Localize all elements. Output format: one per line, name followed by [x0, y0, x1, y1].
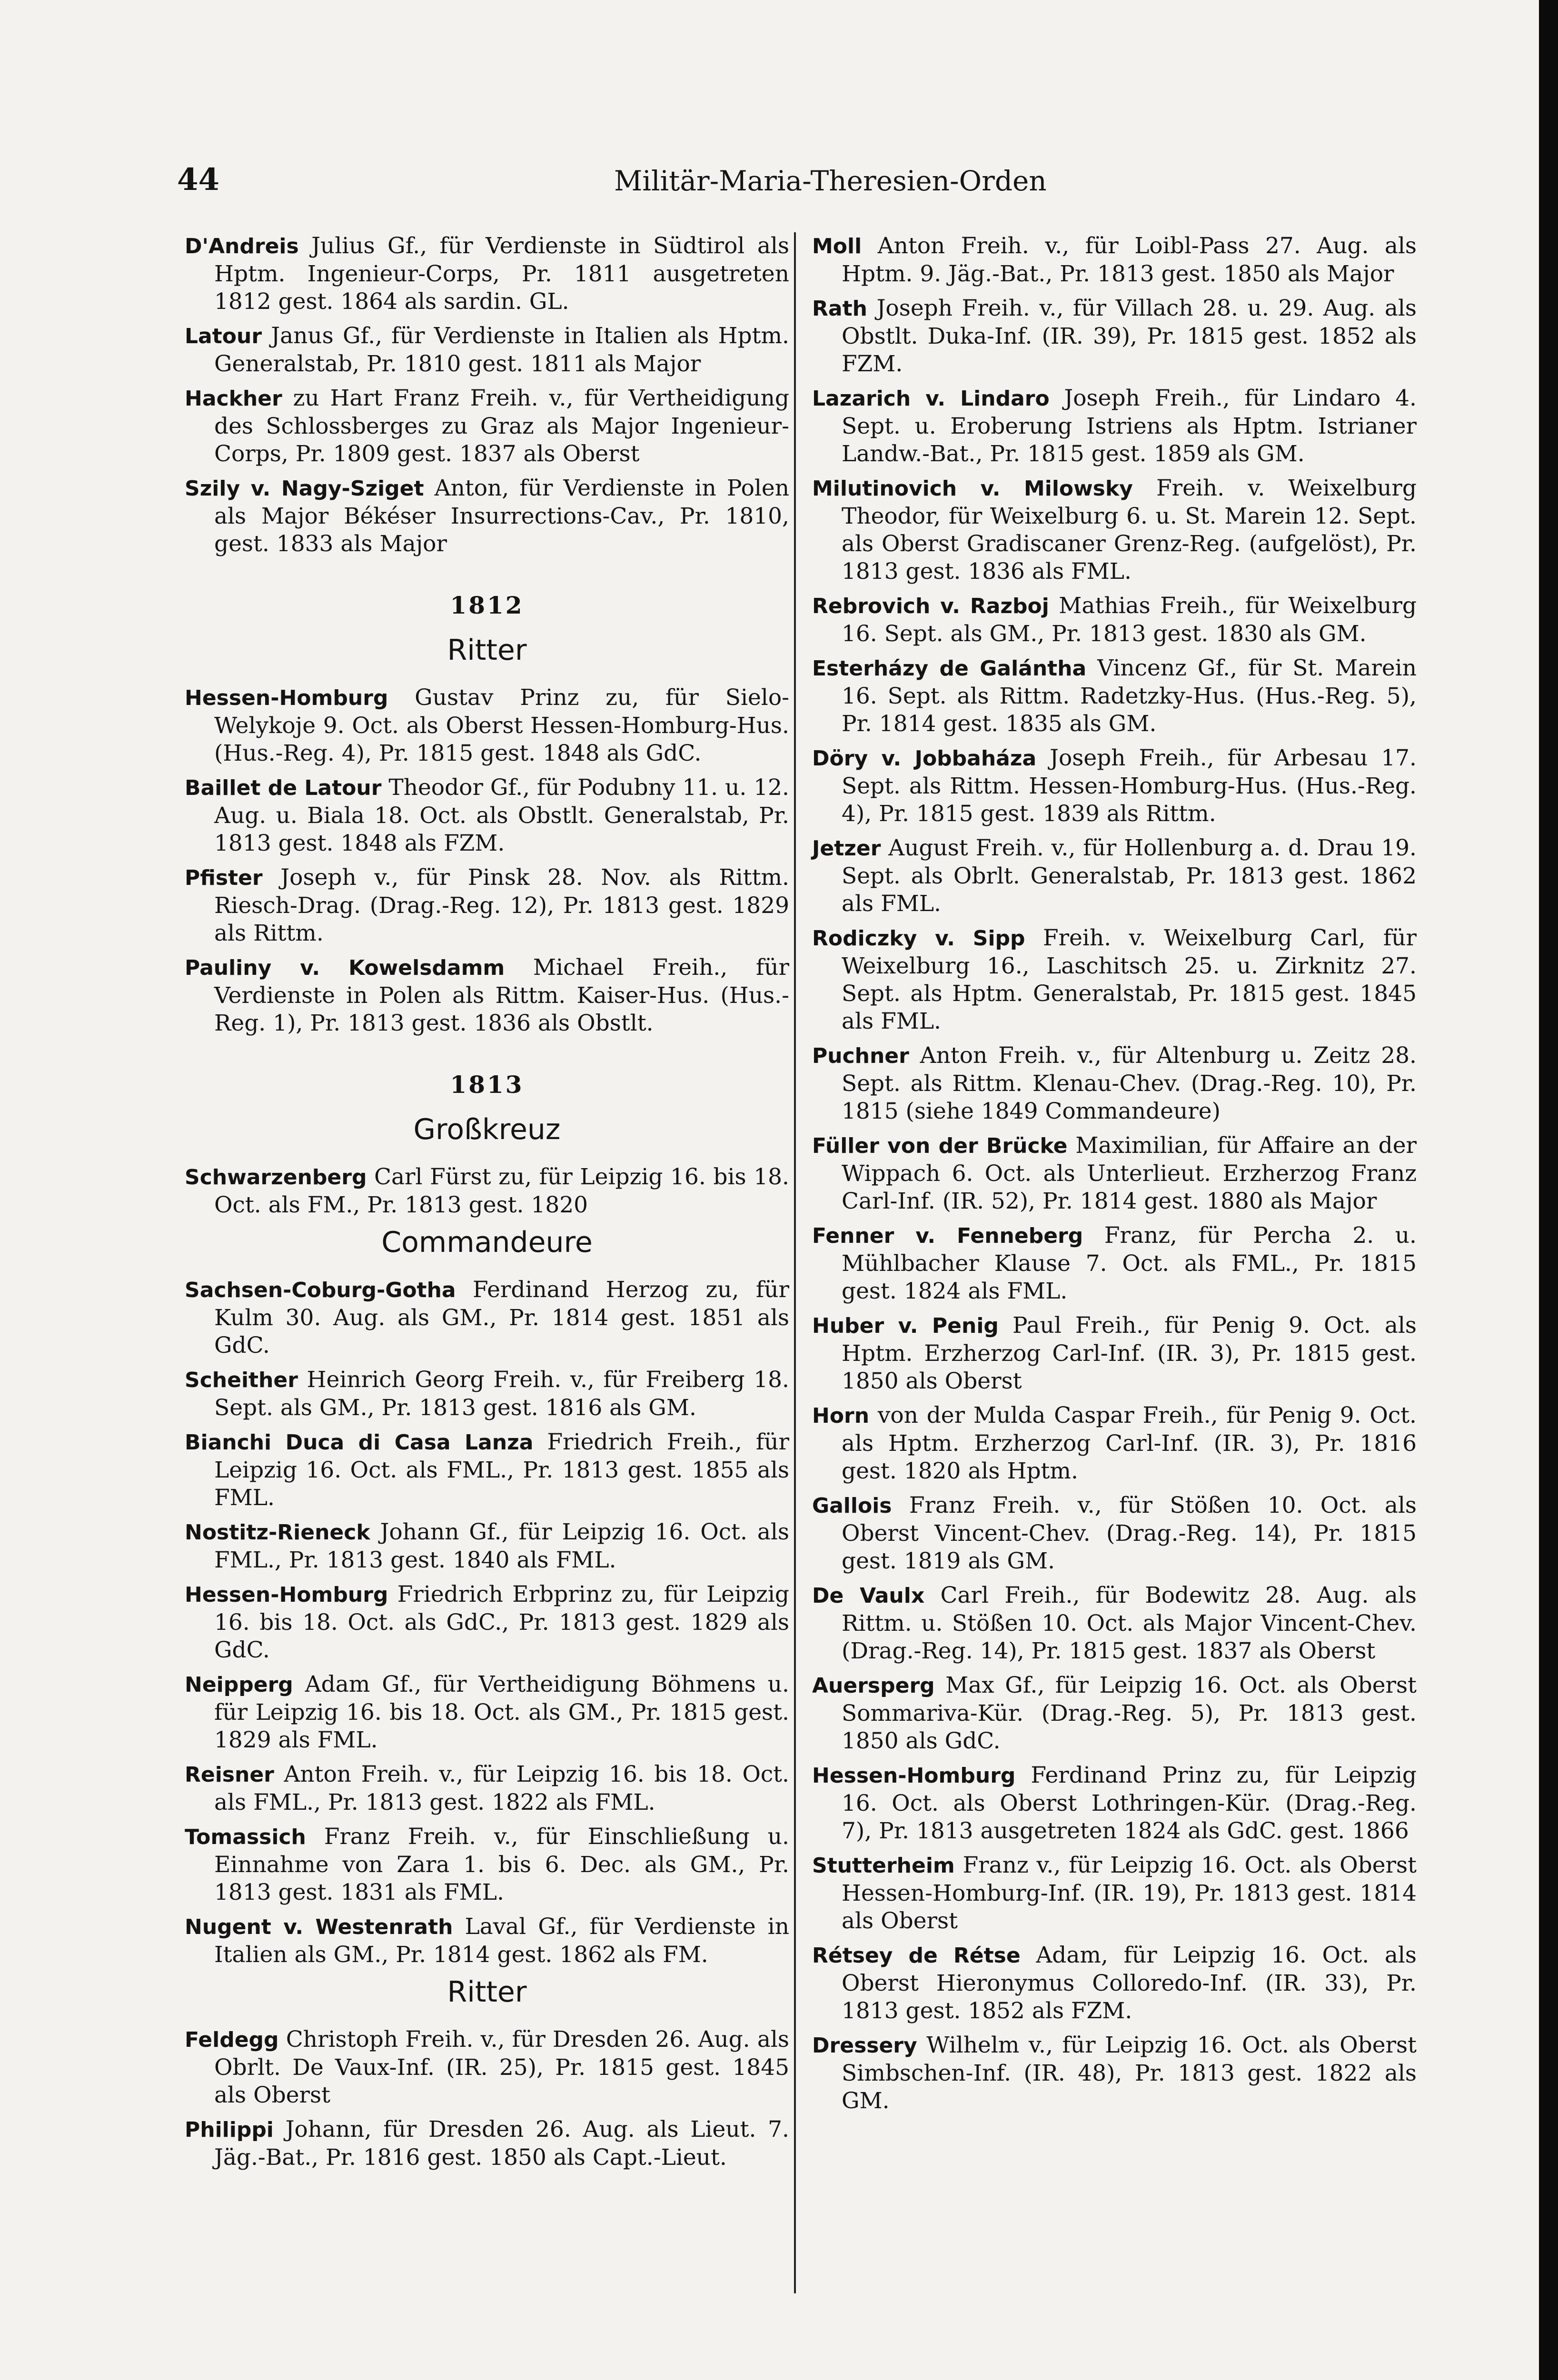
recipient-name: Tomassich — [185, 1825, 306, 1849]
entry-text: Franz Freih. v., für Einschließung u. Einnahme von Zara 1. bis 6. Dec. als GM., Pr. 1813 gest. 1831 als FML. — [214, 1824, 789, 1905]
recipient-name: Puchner — [812, 1044, 909, 1068]
order-entry — [185, 2116, 789, 2172]
entry-text: Michael Freih., für Verdienste in Polen als Rittm. Kaiser-Hus. (Hus.-Reg. 1), Pr. 1813 gest. 1836 als Obstlt. — [214, 954, 789, 1036]
recipient-name: Schwarzenberg — [185, 1165, 367, 1190]
entry-text: Joseph Freih., für Lindaro 4. Sept. u. Eroberung Istriens als Hptm. Istrianer Landw.-Bat., Pr. 1815 gest. 1859 als GM. — [842, 385, 1417, 467]
entry-text: August Freih. v., für Hollenburg a. d. Drau 19. Sept. als Obrlt. Generalstab, Pr. 1813 gest. 1862 als FML. — [842, 835, 1417, 917]
left-column — [185, 232, 789, 2178]
recipient-name: Hessen-Homburg — [185, 1583, 388, 1607]
entry-text: Julius Gf., für Verdienste in Südtirol als Hptm. Ingenieur-Corps, Pr. 1811 ausgetreten 1812 gest. 1864 als sardin. GL. — [214, 233, 789, 315]
entry-text: Janus Gf., für Verdienste in Italien als Hptm. Generalstab, Pr. 1810 gest. 1811 als Major — [214, 323, 789, 377]
recipient-name: Scheither — [185, 1368, 298, 1392]
order-entry — [812, 654, 1417, 738]
order-entry — [812, 1942, 1417, 2025]
entry-text: von der Mulda Caspar Freih., für Penig 9. Oct. als Hptm. Erzherzog Carl-Inf. (IR. 3), Pr. 1816 gest. 1820 als Hptm. — [842, 1402, 1417, 1484]
recipient-name: Neipperg — [185, 1673, 293, 1697]
entry-text: Mathias Freih., für Weixelburg 16. Sept. als GM., Pr. 1813 gest. 1830 als GM. — [842, 593, 1417, 647]
recipient-name: Rétsey de Rétse — [812, 1944, 1021, 1968]
order-entry — [185, 1518, 789, 1574]
recipient-name: Pfister — [185, 866, 263, 890]
entry-text: Joseph v., für Pinsk 28. Nov. als Rittm. Riesch-Drag. (Drag.-Reg. 12), Pr. 1813 gest. 1829 als Rittm. — [214, 864, 789, 946]
recipient-name: Szily v. Nagy-Sziget — [185, 476, 424, 501]
entry-text: Laval Gf., für Verdienste in Italien als GM., Pr. 1814 gest. 1862 als FM. — [214, 1914, 789, 1968]
entry-text: Max Gf., für Leipzig 16. Oct. als Oberst Sommariva-Kür. (Drag.-Reg. 5), Pr. 1813 gest. 1850 als GdC. — [842, 1672, 1417, 1754]
recipient-name: Füller von der Brücke — [812, 1134, 1068, 1158]
order-entry — [812, 2032, 1417, 2115]
order-entry — [812, 924, 1417, 1035]
right-column — [812, 232, 1417, 2122]
entry-text: Gustav Prinz zu, für Sielo-Welykoje 9. Oct. als Oberst Hessen-Homburg-Hus. (Hus.-Reg. 4), Pr. 1815 gest. 1848 als GdC. — [214, 684, 789, 766]
recipient-name: Hessen-Homburg — [812, 1764, 1016, 1788]
order-entry — [185, 1276, 789, 1359]
recipient-name: Sachsen-Coburg-Gotha — [185, 1278, 456, 1302]
order-entry — [812, 232, 1417, 288]
order-entry — [185, 1823, 789, 1906]
order-entry — [185, 385, 789, 468]
order-entry — [812, 1132, 1417, 1215]
recipient-name: Rath — [812, 297, 867, 321]
order-entry — [185, 1913, 789, 1969]
recipient-name: Bianchi Duca di Casa Lanza — [185, 1430, 534, 1455]
recipient-name: Lazarich v. Lindaro — [812, 387, 1050, 411]
recipient-name: Jetzer — [812, 836, 881, 861]
order-entry — [185, 774, 789, 857]
entry-text: Theodor Gf., für Podubny 11. u. 12. Aug. u. Biala 18. Oct. als Obstlt. Generalstab, Pr. 1813 gest. 1848 als FZM. — [214, 774, 789, 856]
entry-text: Freih. v. Weixelburg Carl, für Weixelburg 16., Laschitsch 25. u. Zirknitz 27. Sept. als Hptm. Generalstab, Pr. 1815 gest. 1845 als FML. — [842, 925, 1417, 1034]
entry-text: Anton, für Verdienste in Polen als Major Békéser Insurrections-Cav., Pr. 1810, gest. 1833 als Major — [214, 475, 790, 557]
order-entry — [812, 1312, 1417, 1395]
recipient-name: Nostitz-Rieneck — [185, 1520, 370, 1545]
order-entry — [812, 1852, 1417, 1935]
order-entry — [185, 1761, 789, 1816]
running-head: Militär-Maria-Theresien-Orden — [614, 165, 1047, 197]
entry-text: Johann, für Dresden 26. Aug. als Lieut. 7. Jäg.-Bat., Pr. 1816 gest. 1850 als Capt.-Lieut. — [214, 2116, 789, 2171]
section-heading-ritter-1813: Ritter — [447, 1975, 527, 2009]
column-divider — [794, 232, 796, 2293]
order-entry — [812, 1762, 1417, 1845]
recipient-name: Reisner — [185, 1763, 274, 1787]
section-heading-grosskreuz: Großkreuz — [413, 1113, 561, 1146]
entry-text: Paul Freih., für Penig 9. Oct. als Hptm. Erzherzog Carl-Inf. (IR. 3), Pr. 1815 gest. 1850 als Oberst — [842, 1312, 1417, 1394]
recipient-name: Stutterheim — [812, 1854, 955, 1878]
entry-text: Christoph Freih. v., für Dresden 26. Aug. als Obrlt. De Vaux-Inf. (IR. 25), Pr. 1815 gest. 1845 als Oberst — [214, 2026, 789, 2108]
recipient-name: Philippi — [185, 2118, 274, 2142]
year-heading-1812: 1812 — [450, 591, 524, 619]
entry-text: Vincenz Gf., für St. Marein 16. Sept. als Rittm. Radetzky-Hus. (Hus.-Reg. 5), Pr. 1814 gest. 1835 als GM. — [842, 655, 1417, 737]
order-entry — [185, 2026, 789, 2109]
recipient-name: Döry v. Jobbaháza — [812, 746, 1037, 771]
entry-text: Heinrich Georg Freih. v., für Freiberg 18. Sept. als GM., Pr. 1813 gest. 1816 als GM. — [214, 1367, 789, 1421]
entry-text: Carl Fürst zu, für Leipzig 16. bis 18. Oct. als FM., Pr. 1813 gest. 1820 — [214, 1164, 789, 1218]
order-entry — [812, 1582, 1417, 1665]
order-entry — [185, 1366, 789, 1422]
order-entry — [812, 834, 1417, 918]
entry-text: Freih. v. Weixelburg Theodor, für Weixelburg 6. u. St. Marein 12. Sept. als Oberst Gradiscaner Grenz-Reg. (aufgelöst), Pr. 1813 gest. 1836 als FML. — [842, 475, 1417, 585]
recipient-name: Pauliny v. Kowelsdamm — [185, 956, 505, 980]
recipient-name: Hessen-Homburg — [185, 686, 388, 710]
order-entry — [185, 232, 789, 316]
order-entry — [185, 475, 789, 558]
order-entry — [185, 1428, 789, 1512]
order-entry — [185, 684, 789, 767]
recipient-name: Hackher — [185, 387, 282, 411]
recipient-name: Esterházy de Galántha — [812, 656, 1087, 681]
entry-text: Friedrich Erbprinz zu, für Leipzig 16. bis 18. Oct. als GdC., Pr. 1813 gest. 1829 als GdC. — [214, 1581, 789, 1663]
order-entry — [812, 1042, 1417, 1125]
order-entry — [812, 1222, 1417, 1305]
order-entry — [812, 1402, 1417, 1485]
order-entry — [812, 295, 1417, 378]
order-entry — [185, 954, 789, 1037]
page-number: 44 — [177, 162, 220, 198]
entry-text: Franz Freih. v., für Stößen 10. Oct. als Oberst Vincent-Chev. (Drag.-Reg. 14), Pr. 1815 gest. 1819 als GM. — [842, 1492, 1417, 1574]
entry-text: Joseph Freih., für Arbesau 17. Sept. als Rittm. Hessen-Homburg-Hus. (Hus.-Reg. 4), Pr. 1815 gest. 1839 als Rittm. — [842, 745, 1417, 827]
entry-text: zu Hart Franz Freih. v., für Vertheidigung des Schlossberges zu Graz als Major Ingenieur-Corps, Pr. 1809 gest. 1837 als Oberst — [214, 385, 789, 467]
recipient-name: Rodiczky v. Sipp — [812, 926, 1025, 951]
entry-text: Ferdinand Prinz zu, für Leipzig 16. Oct. als Oberst Lothringen-Kür. (Drag.-Reg. 7), Pr. 1813 ausgetreten 1824 als GdC. gest. 1866 — [842, 1762, 1417, 1844]
entry-text: Wilhelm v., für Leipzig 16. Oct. als Oberst Simbschen-Inf. (IR. 48), Pr. 1813 gest. 1822 als GM. — [842, 2032, 1417, 2114]
recipient-name: Rebrovich v. Razboj — [812, 594, 1049, 618]
order-entry — [185, 864, 789, 947]
order-entry — [812, 592, 1417, 648]
entry-text: Anton Freih. v., für Altenburg u. Zeitz 28. Sept. als Rittm. Klenau-Chev. (Drag.-Reg. 10), Pr. 1815 (siehe 1849 Commandeure) — [842, 1042, 1417, 1124]
order-entry — [812, 1492, 1417, 1575]
entry-text: Friedrich Freih., für Leipzig 16. Oct. als FML., Pr. 1813 gest. 1855 als FML. — [214, 1429, 789, 1511]
order-entry — [185, 1671, 789, 1754]
entry-text: Carl Freih., für Bodewitz 28. Aug. als Rittm. u. Stößen 10. Oct. als Major Vincent-Chev. (Drag.-Reg. 14), Pr. 1815 gest. 1837 als Oberst — [842, 1582, 1417, 1664]
entry-text: Maximilian, für Affaire an der Wippach 6. Oct. als Unterlieut. Erzherzog Franz Carl-Inf. (IR. 52), Pr. 1814 gest. 1880 als Major — [842, 1132, 1417, 1214]
entry-text: Johann Gf., für Leipzig 16. Oct. als FML., Pr. 1813 gest. 1840 als FML. — [214, 1519, 789, 1573]
entry-text: Ferdinand Herzog zu, für Kulm 30. Aug. als GM., Pr. 1814 gest. 1851 als GdC. — [214, 1277, 789, 1359]
recipient-name: D'Andreis — [185, 234, 299, 258]
order-entry — [812, 1672, 1417, 1755]
order-entry — [812, 475, 1417, 585]
entry-text: Anton Freih. v., für Loibl-Pass 27. Aug. als Hptm. 9. Jäg.-Bat., Pr. 1813 gest. 1850 als Major — [842, 233, 1417, 287]
entry-text: Anton Freih. v., für Leipzig 16. bis 18. Oct. als FML., Pr. 1813 gest. 1822 als FML. — [214, 1761, 789, 1815]
order-entry — [812, 744, 1417, 828]
recipient-name: Moll — [812, 234, 862, 258]
recipient-name: Baillet de Latour — [185, 776, 382, 800]
recipient-name: Huber v. Penig — [812, 1314, 999, 1338]
recipient-name: De Vaulx — [812, 1584, 925, 1608]
recipient-name: Milutinovich v. Milowsky — [812, 476, 1133, 501]
entry-text: Joseph Freih. v., für Villach 28. u. 29. Aug. als Obstlt. Duka-Inf. (IR. 39), Pr. 1815 gest. 1852 als FZM. — [842, 295, 1417, 377]
recipient-name: Nugent v. Westenrath — [185, 1915, 453, 1939]
order-entry — [185, 1163, 789, 1219]
scan-edge — [1539, 0, 1558, 2380]
recipient-name: Auersperg — [812, 1674, 935, 1698]
recipient-name: Dressery — [812, 2033, 917, 2058]
entry-text: Franz v., für Leipzig 16. Oct. als Oberst Hessen-Homburg-Inf. (IR. 19), Pr. 1813 gest. 1814 als Oberst — [842, 1852, 1417, 1934]
recipient-name: Feldegg — [185, 2028, 279, 2052]
section-heading-ritter-1812: Ritter — [447, 634, 527, 667]
recipient-name: Latour — [185, 324, 262, 348]
year-heading-1813: 1813 — [450, 1071, 524, 1099]
section-heading-commandeure: Commandeure — [381, 1226, 593, 1259]
recipient-name: Horn — [812, 1404, 870, 1428]
recipient-name: Gallois — [812, 1494, 892, 1518]
entry-text: Adam Gf., für Vertheidigung Böhmens u. für Leipzig 16. bis 18. Oct. als GM., Pr. 1815 gest. 1829 als FML. — [214, 1671, 789, 1753]
order-entry — [185, 1581, 789, 1664]
entry-text: Adam, für Leipzig 16. Oct. als Oberst Hieronymus Colloredo-Inf. (IR. 33), Pr. 1813 gest. 1852 als FZM. — [842, 1942, 1417, 2024]
entry-text: Franz, für Percha 2. u. Mühlbacher Klause 7. Oct. als FML., Pr. 1815 gest. 1824 als FML. — [842, 1222, 1417, 1304]
recipient-name: Fenner v. Fenneberg — [812, 1224, 1083, 1248]
order-entry — [812, 385, 1417, 468]
order-entry — [185, 322, 789, 378]
